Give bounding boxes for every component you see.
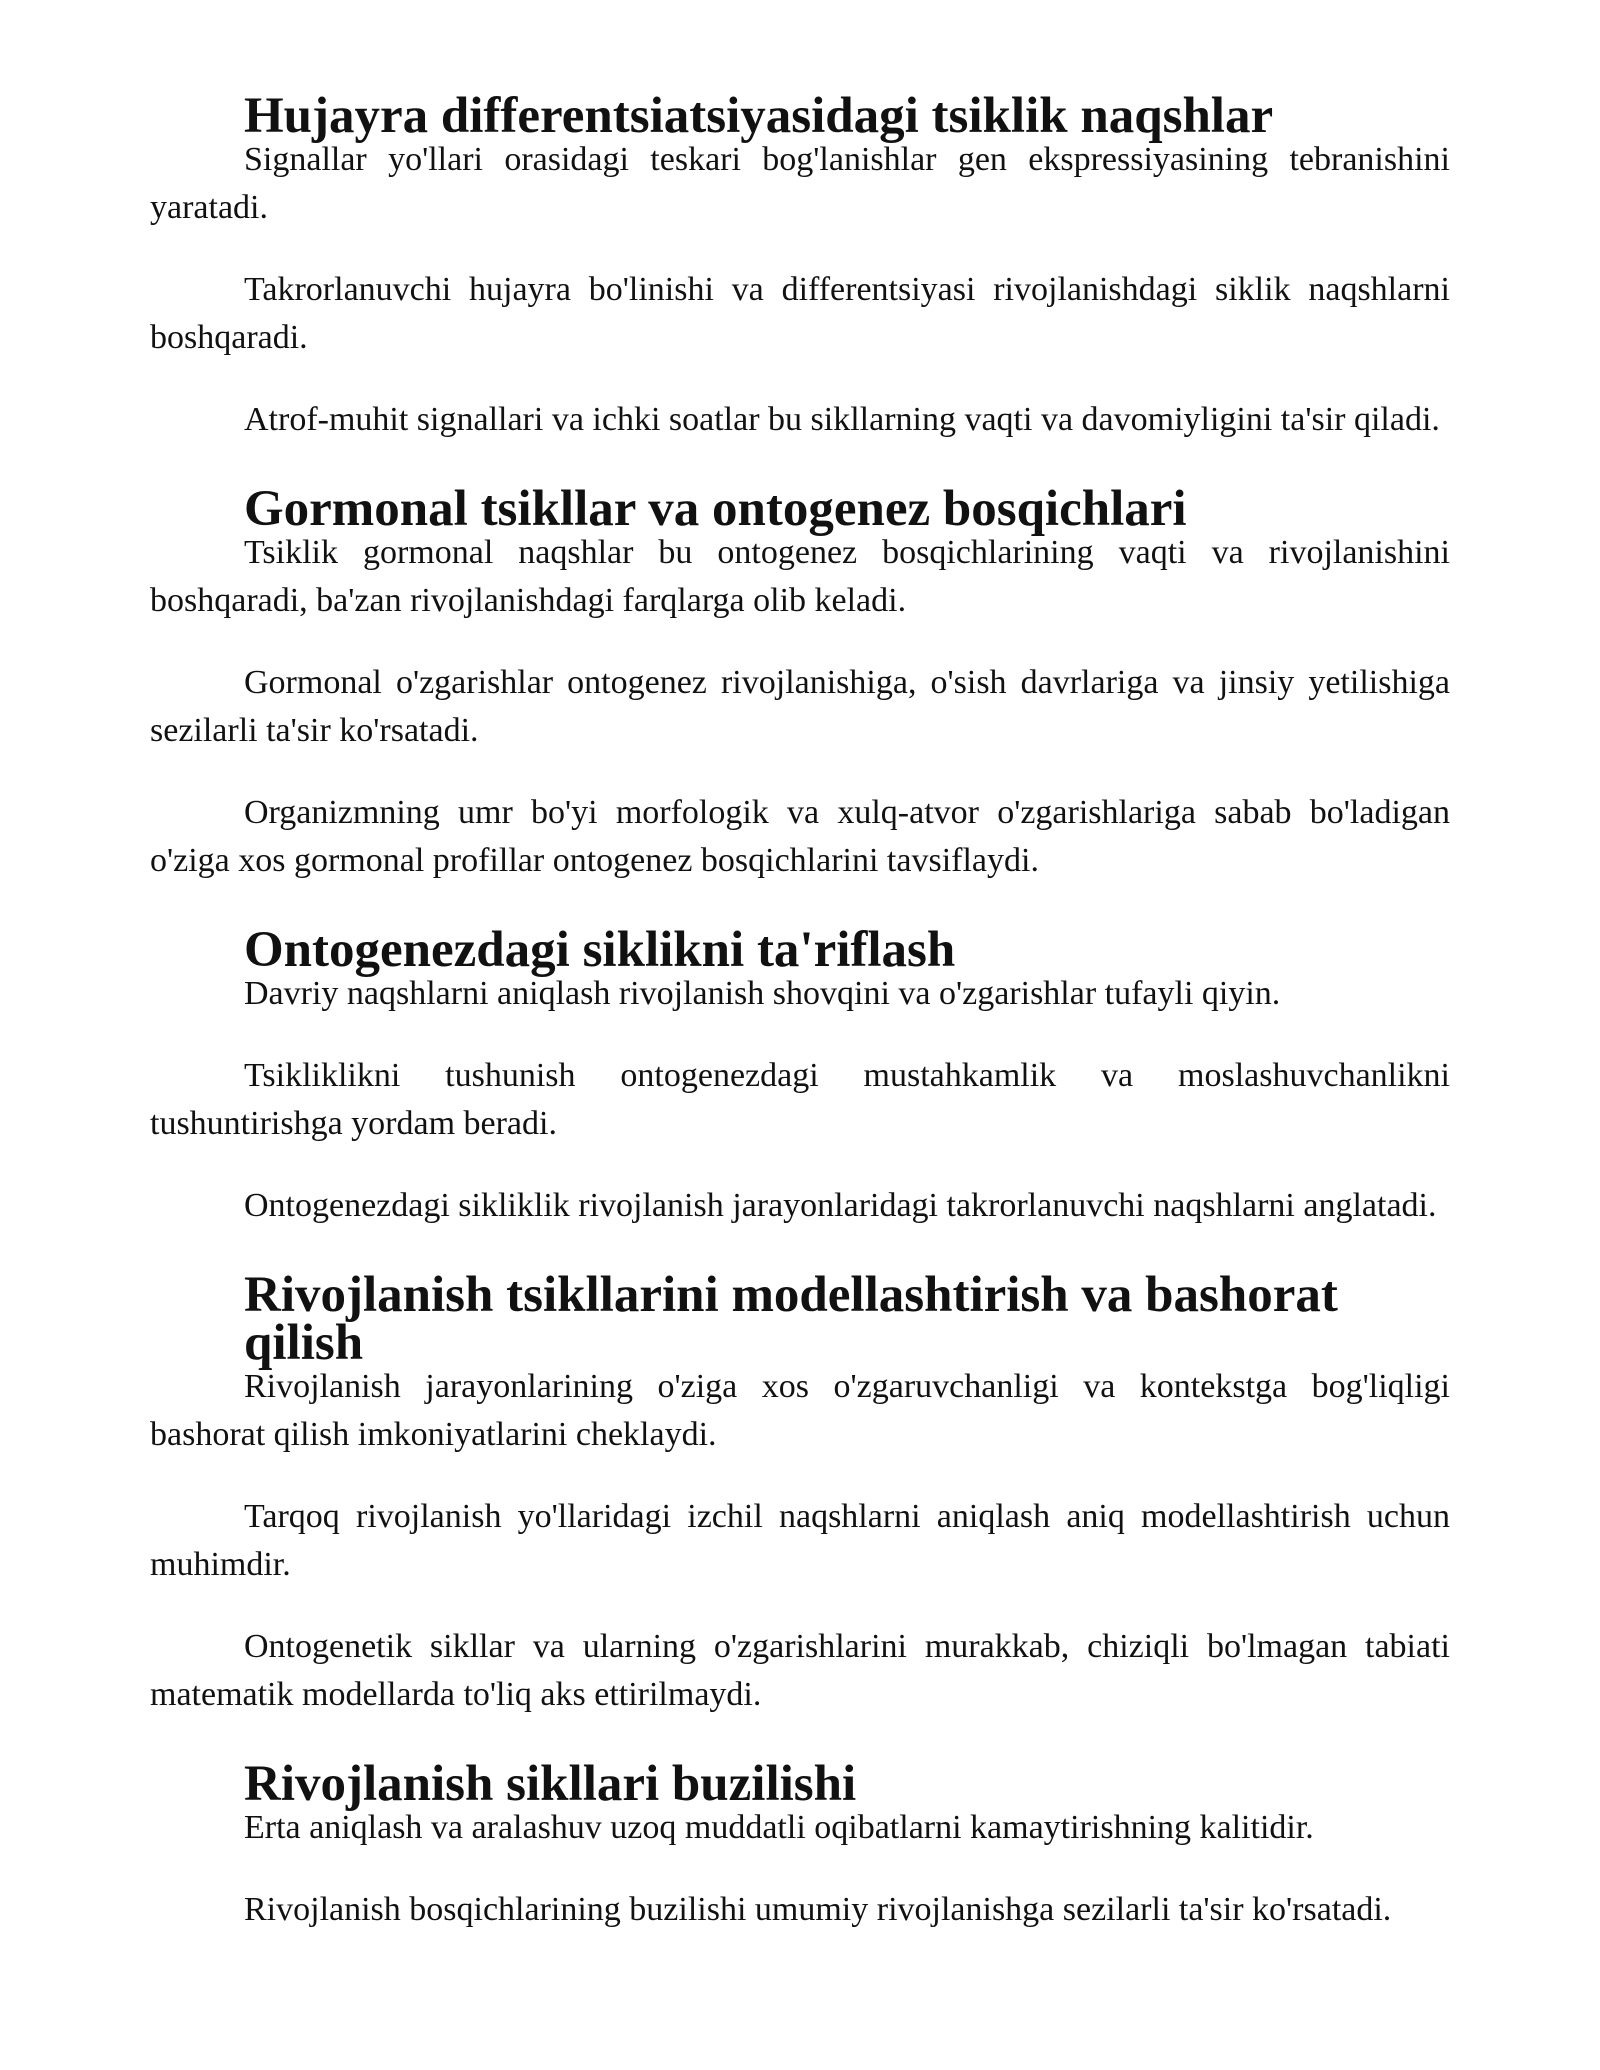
section-heading: Gormonal tsikllar va ontogenez bosqichlari (244, 481, 1187, 537)
paragraph: Davriy naqshlarni aniqlash rivojlanish shovqini va o'zgarishlar tufayli qiyin. (244, 975, 1281, 1012)
section-heading: Rivojlanish tsikllarini modellashtirish va bashorat qilish (244, 1267, 1338, 1371)
section-cyclicity-definition (150, 922, 1450, 1230)
paragraph: Erta aniqlash va aralashuv uzoq muddatli oqibatlarni kamaytirishning kalitidir. (244, 1809, 1314, 1846)
paragraph: Gormonal o'zgarishlar ontogenez rivojlanishiga, o'sish davrlariga va jinsiy yetilishiga sezilarli ta'sir ko'rsatadi. (150, 664, 1450, 749)
paragraph: Takrorlanuvchi hujayra bo'linishi va differentsiyasi rivojlanishdagi siklik naqshlarni boshqaradi. (150, 271, 1450, 356)
section-cycle-disruption (150, 1756, 1450, 1934)
paragraph: Signallar yo'llari orasidagi teskari bog'lanishlar gen ekspressiyasining tebranishini yaratadi. (150, 141, 1450, 226)
paragraph: Ontogenetik sikllar va ularning o'zgarishlarini murakkab, chiziqli bo'lmagan tabiati matematik modellarda to'liq aks ettirilmaydi. (150, 1628, 1450, 1713)
paragraph: Tsiklik gormonal naqshlar bu ontogenez bosqichlarining vaqti va rivojlanishini boshqaradi, ba'zan rivojlanishdagi farqlarga olib keladi. (150, 534, 1450, 619)
paragraph: Rivojlanish jarayonlarining o'ziga xos o'zgaruvchanligi va kontekstga bog'liqligi bashorat qilish imkoniyatlarini cheklaydi. (150, 1368, 1450, 1453)
paragraph: Ontogenezdagi sikliklik rivojlanish jarayonlaridagi takrorlanuvchi naqshlarni anglatadi. (244, 1187, 1437, 1224)
section-modelling-prediction (150, 1267, 1450, 1719)
paragraph: Rivojlanish bosqichlarining buzilishi umumiy rivojlanishga sezilarli ta'sir ko'rsatadi. (244, 1891, 1392, 1928)
paragraph: Tarqoq rivojlanish yo'llaridagi izchil naqshlarni aniqlash aniq modellashtirish uchun muhimdir. (150, 1498, 1450, 1583)
paragraph: Organizmning umr bo'yi morfologik va xulq-atvor o'zgarishlariga sabab bo'ladigan o'ziga xos gormonal profillar ontogenez bosqichlarini tavsiflaydi. (150, 794, 1450, 879)
section-heading: Ontogenezdagi siklikni ta'riflash (244, 922, 956, 978)
section-heading: Hujayra differentsiatsiyasidagi tsiklik naqshlar (244, 88, 1274, 144)
paragraph: Tsikliklikni tushunish ontogenezdagi mustahkamlik va moslashuvchanlikni tushuntirishga yordam beradi. (150, 1057, 1450, 1142)
section-hormonal-cycles (150, 481, 1450, 885)
section-heading: Rivojlanish sikllari buzilishi (244, 1756, 857, 1812)
paragraph: Atrof-muhit signallari va ichki soatlar bu sikllarning vaqti va davomiyligini ta'sir qiladi. (244, 401, 1440, 438)
section-cell-differentiation-cycles (150, 88, 1450, 444)
